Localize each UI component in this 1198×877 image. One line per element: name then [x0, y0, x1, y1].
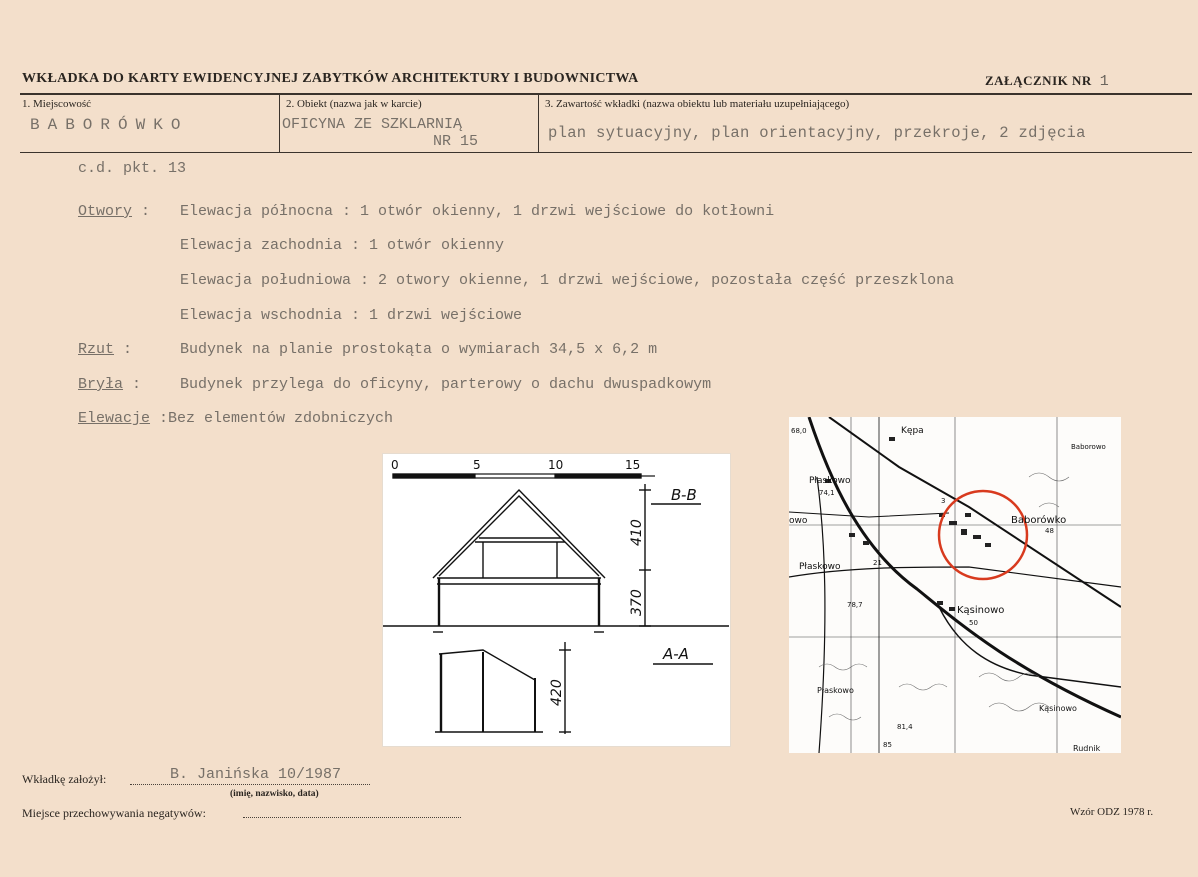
- map-num-48: 48: [1045, 527, 1054, 535]
- map-num-3: 3: [941, 497, 946, 505]
- scale-5: 5: [473, 458, 481, 472]
- openings-sep: :: [132, 203, 151, 220]
- annex-label: [985, 73, 1109, 90]
- elevations-heading: [78, 410, 393, 427]
- dim-410: 410: [629, 519, 645, 546]
- field-object-value-2: NR 15: [433, 133, 479, 150]
- map-label-kasinowo-s: Kąsinowo: [1039, 704, 1077, 713]
- field-object-value: OFICYNA ZE SZKLARNIĄ: [282, 116, 463, 133]
- annex-number: 1: [1099, 73, 1110, 90]
- field-divider-2: [538, 94, 539, 152]
- card-title: WKŁADKA DO KARTY EWIDENCYJNEJ ZABYTKÓW ARCHITEKTURY I BUDOWNICTWA: [22, 71, 639, 86]
- map-label-plaskowo-n: Płaskowo: [809, 476, 851, 486]
- massing-sep: :: [123, 376, 142, 393]
- field-divider-1: [279, 94, 280, 152]
- dim-370: 370: [629, 589, 645, 616]
- footer-made-by-value: B. Janińska 10/1987: [170, 766, 342, 783]
- plan-heading: [78, 341, 132, 358]
- location-marker: [939, 491, 1027, 579]
- map-num-50: 50: [969, 619, 978, 627]
- scale-bar-fill-2: [555, 474, 641, 478]
- massing-text: Budynek przylega do oficyny, parterowy o dachu dwuspadkowym: [180, 376, 712, 393]
- map-label-kasinowo: Kąsinowo: [957, 605, 1005, 616]
- dim-420: 420: [549, 679, 565, 706]
- elevations-text: :Bez elementów zdobniczych: [150, 410, 394, 427]
- map-buildings: [825, 437, 991, 611]
- map-label-baborowko: Baborówko: [1011, 515, 1067, 526]
- orientation-map-svg: [789, 417, 1121, 753]
- map-terrain: [819, 473, 1069, 720]
- map-num-68: 68,0: [791, 427, 807, 435]
- footer-made-by-line: [130, 784, 370, 785]
- scale-bar-fill-1: [393, 474, 475, 478]
- field-contents-label: 3. Zawartość wkładki (nazwa obiektu lub materiału uzupełniającego): [545, 98, 850, 110]
- openings-label: Otwory: [78, 203, 133, 220]
- scale-15: 15: [625, 458, 641, 472]
- plan-label: Rzut: [78, 341, 115, 358]
- field-contents-value: plan sytuacyjny, plan orientacyjny, przekroje, 2 zdjęcia: [548, 124, 1086, 142]
- scale-0: 0: [391, 458, 399, 472]
- footer-made-by-hint: (imię, nazwisko, data): [230, 789, 319, 799]
- label-aa: A-A: [663, 645, 689, 663]
- map-label-kepa: Kępa: [901, 426, 924, 436]
- map-label-plaskowo-s: Płaskowo: [799, 562, 841, 572]
- map-label-rudnik: Rudnik: [1073, 744, 1101, 753]
- map-num-21: 21: [873, 559, 882, 567]
- map-num-85: 85: [883, 741, 892, 749]
- plan-sep: :: [114, 341, 133, 358]
- openings-east: Elewacja wschodnia : 1 drzwi wejściowe: [180, 307, 523, 324]
- field-locality-value: BABORÓWKO: [30, 116, 189, 134]
- map-num-78: 78,7: [847, 601, 863, 609]
- label-bb: B-B: [671, 486, 697, 504]
- massing-label: Bryła: [78, 376, 124, 393]
- massing-heading: [78, 376, 141, 393]
- map-num-81: 81,4: [897, 723, 913, 731]
- map-label-ow: owo: [789, 516, 808, 526]
- footer-made-by-label: Wkładkę założył:: [22, 772, 107, 786]
- map-label-plaskowo-sw: Płaskowo: [817, 686, 854, 695]
- orientation-map: [789, 417, 1121, 753]
- footer-storage-line: [243, 817, 461, 818]
- footer-form-code: Wzór ODZ 1978 r.: [1070, 806, 1154, 818]
- section-drawing: [383, 454, 730, 746]
- openings-heading: [78, 203, 150, 220]
- map-grid: [789, 417, 1121, 753]
- openings-west: Elewacja zachodnia : 1 otwór okienny: [180, 237, 505, 254]
- section-drawing-svg: [383, 454, 730, 746]
- openings-south: Elewacja południowa : 2 otwory okienne, 1 drzwi wejściowe, pozostała część przeszklona: [180, 272, 955, 289]
- annex-text: ZAŁĄCZNIK NR: [985, 73, 1092, 88]
- map-num-74: 74,1: [819, 489, 835, 497]
- fields-bottom-rule: [20, 152, 1192, 153]
- map-label-baborowo: Baborowo: [1071, 443, 1106, 451]
- openings-north: Elewacja północna : 1 otwór okienny, 1 drzwi wejściowe do kotłowni: [180, 203, 775, 220]
- header-rule: [20, 93, 1192, 95]
- footer-storage-label: Miejsce przechowywania negatywów:: [22, 806, 206, 820]
- field-locality-label: 1. Miejscowość: [22, 98, 92, 110]
- plan-text: Budynek na planie prostokąta o wymiarach 34,5 x 6,2 m: [180, 341, 658, 358]
- section-bb: [383, 484, 729, 632]
- elevations-label: Elewacje: [78, 410, 151, 427]
- continuation-note: c.d. pkt. 13: [78, 160, 187, 177]
- scale-10: 10: [548, 458, 564, 472]
- field-object-label: 2. Obiekt (nazwa jak w karcie): [286, 98, 422, 110]
